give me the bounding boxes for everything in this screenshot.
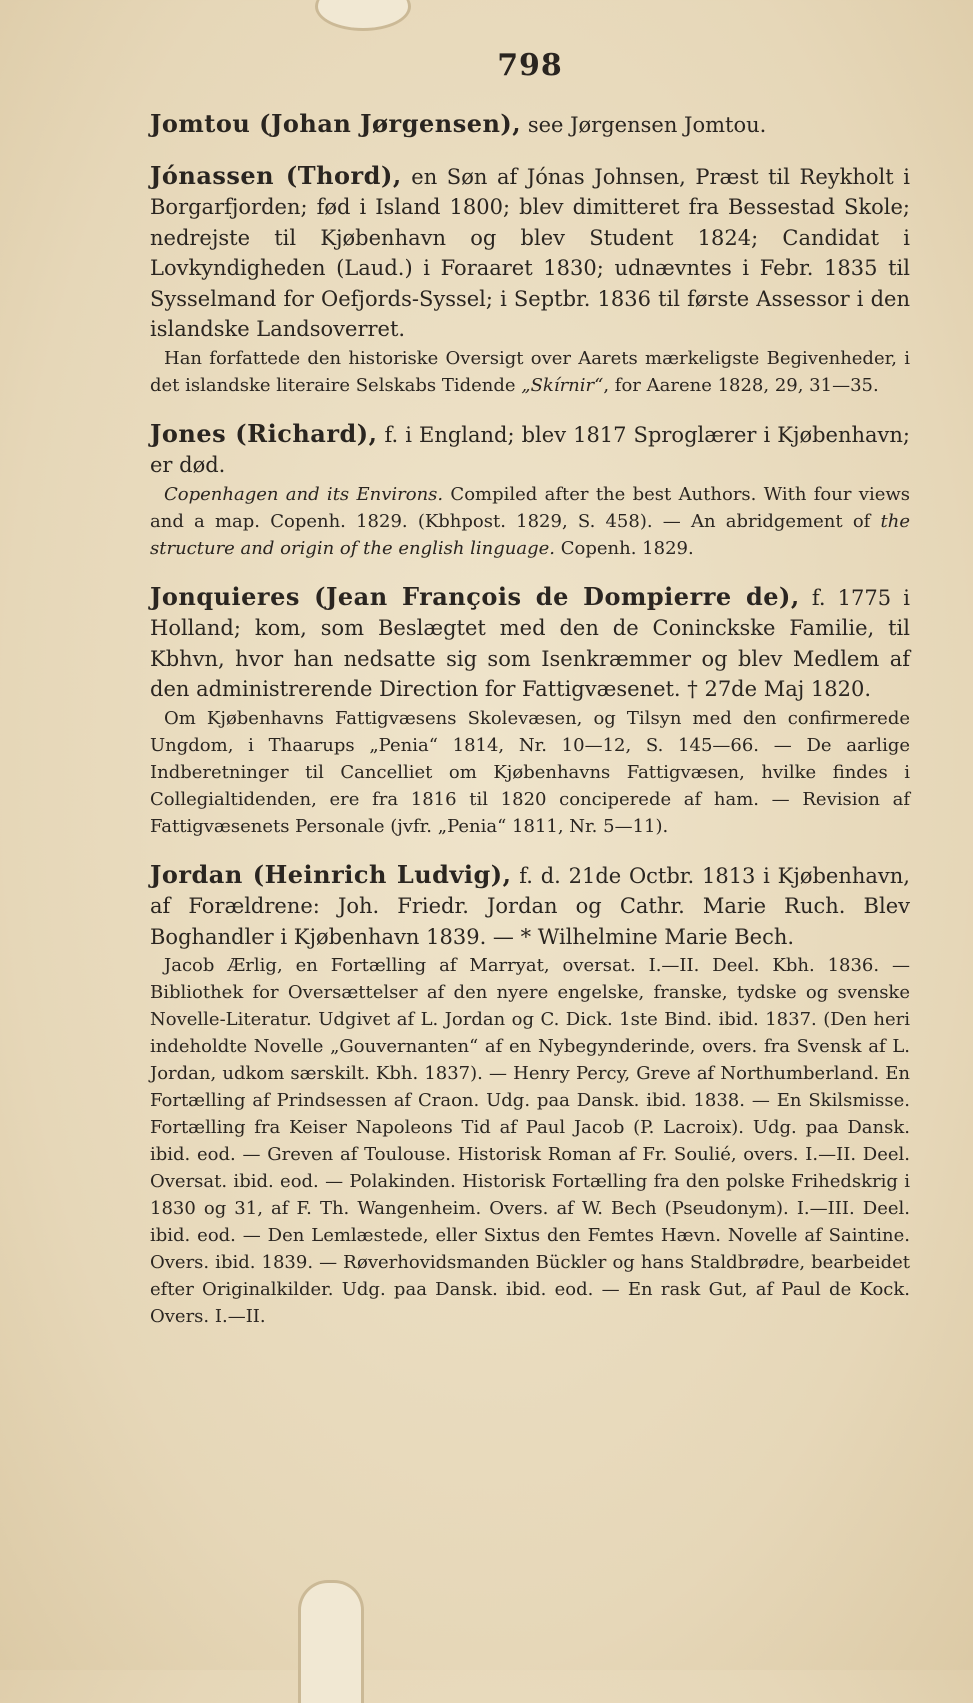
entry-body (150, 161, 910, 345)
binding-hole-top (315, 0, 411, 31)
bibliography-title: Copenhagen and its Environs. (164, 483, 444, 505)
book-page (150, 40, 910, 1350)
entry-text: en Søn af Jónas Johnsen, Præst til Reykholt i Borgarfjorden; fød i Island 1800; blev dimitteret fra Bessestad Skole; nedrejste til Kjøbenhavn og blev Student 1824; Candidat i Lovkyndigheden (Laud.) i Foraaret 1830; udnævntes i Febr. 1835 til Sysselmand for Oefjords-Syssel; i Septbr. 1836 til første Assessor i den islandske Landsoverret. (150, 164, 910, 341)
entry-bibliography: Om Kjøbenhavns Fattigvæsens Skolevæsen, og Tilsyn med den confirmerede Ungdom, i Thaarups „Penia“ 1814, Nr. 10—12, S. 145—66. — De aarlige Indberetninger til Cancelliet om Kjøbenhavns Fattigvæsen, hvilke findes i Collegialtidenden, ere fra 1816 til 1820 conciperede af ham. — Revision af Fattigvæsenets Personale (jvfr. „Penia“ 1811, Nr. 5—11). (150, 707, 910, 837)
entry-body (150, 109, 910, 141)
entry-jones (150, 419, 910, 562)
entry-bibliography: Jacob Ærlig, en Fortælling af Marryat, oversat. I.—II. Deel. Kbh. 1836. — Bibliothek for Oversættelser af den nyere engelske, franske, tydske og svenske Novelle-Literatur. Udgivet af L. Jordan og C. Dick. 1ste Bind. ibid. 1837. (Den heri indeholdte Novelle „Gouvernanten“ af en Nybegynderinde, overs. fra Svensk af L. Jordan, udkom særskilt. Kbh. 1837). — Henry Percy, Greve af Northumberland. En Fortælling af Prindsessen af Craon. Udg. paa Dansk. ibid. 1838. — En Skilsmisse. Fortælling fra Keiser Napoleons Tid af Paul Jacob (P. Lacroix). Udg. paa Dansk. ibid. eod. — Greven af Toulouse. Historisk Roman af Fr. Soulié, overs. I.—II. Deel. Oversat. ibid. eod. — Polakinden. Historisk Fortælling fra den polske Frihedskrig i 1830 og 31, af F. Th. Wangenheim. Overs. af W. Bech (Pseudonym). I.—III. Deel. ibid. eod. — Den Lemlæstede, eller Sixtus den Femtes Hævn. Novelle af Saintine. Overs. ibid. 1839. — Røverhovidsmanden Bückler og hans Staldbrødre, bearbeidet efter Originalkilder. Udg. paa Dansk. ibid. eod. — En rask Gut, af Paul de Kock. Overs. I.—II. (150, 955, 910, 1327)
bibliography-text: Copenh. 1829. (555, 537, 694, 559)
entry-jonquieres (150, 582, 910, 840)
bibliography-text: , for Aarene 1828, 29, 31—35. (603, 374, 879, 396)
entry-body (150, 419, 910, 481)
bibliography-text: Compiled after the best Authors. With four views and a map. Copenh. 1829. (Kbhpost. 1829, S. 458). — An abridgement of (150, 483, 910, 532)
entry-heading: Jones (Richard), (150, 418, 378, 448)
entry-text: see Jørgensen Jomtou. (521, 113, 767, 137)
entry-bibliography (150, 481, 910, 562)
page-number: 798 (497, 48, 563, 83)
entry-body (150, 582, 910, 705)
entry-heading: Jónassen (Thord), (150, 160, 402, 190)
entry-jonassen (150, 161, 910, 399)
entry-jomtou (150, 109, 910, 141)
entry-jordan (150, 860, 910, 1331)
entry-heading: Jomtou (Johan Jørgensen), (150, 109, 522, 138)
bibliography-title: „Skírnir“ (521, 374, 604, 396)
entry-text: f. i England; blev 1817 Sproglærer i Kjøbenhavn; er død. (150, 422, 910, 477)
entry-text: f. 1775 i Holland; kom, som Beslægtet med den de Coninckske Familie, til Kbhvn, hvor han nedsatte sig som Isenkræmmer og blev Medlem af den administrerende Direction for Fattigvæsenet. † 27de Maj 1820. (150, 585, 910, 701)
entry-heading: Jordan (Heinrich Ludvig), (150, 859, 512, 889)
entry-text: f. d. 21de Octbr. 1813 i Kjøbenhavn, af Forældrene: Joh. Friedr. Jordan og Cathr. Marie Ruch. Blev Boghandler i Kjøbenhavn 1839. — * Wilhelmine Marie Bech. (150, 863, 910, 949)
bibliography-title: the structure and origin of the english linguage. (150, 510, 910, 559)
entry-bibliography (150, 345, 910, 399)
entry-heading: Jonquieres (Jean François de Dompierre de), (150, 581, 800, 611)
entry-body (150, 860, 910, 953)
binding-hole-bottom (298, 1580, 364, 1703)
bibliography-text: Han forfattede den historiske Oversigt over Aarets mærkeligste Begivenheder, i det islandske literaire Selskabs Tidende (150, 347, 910, 396)
